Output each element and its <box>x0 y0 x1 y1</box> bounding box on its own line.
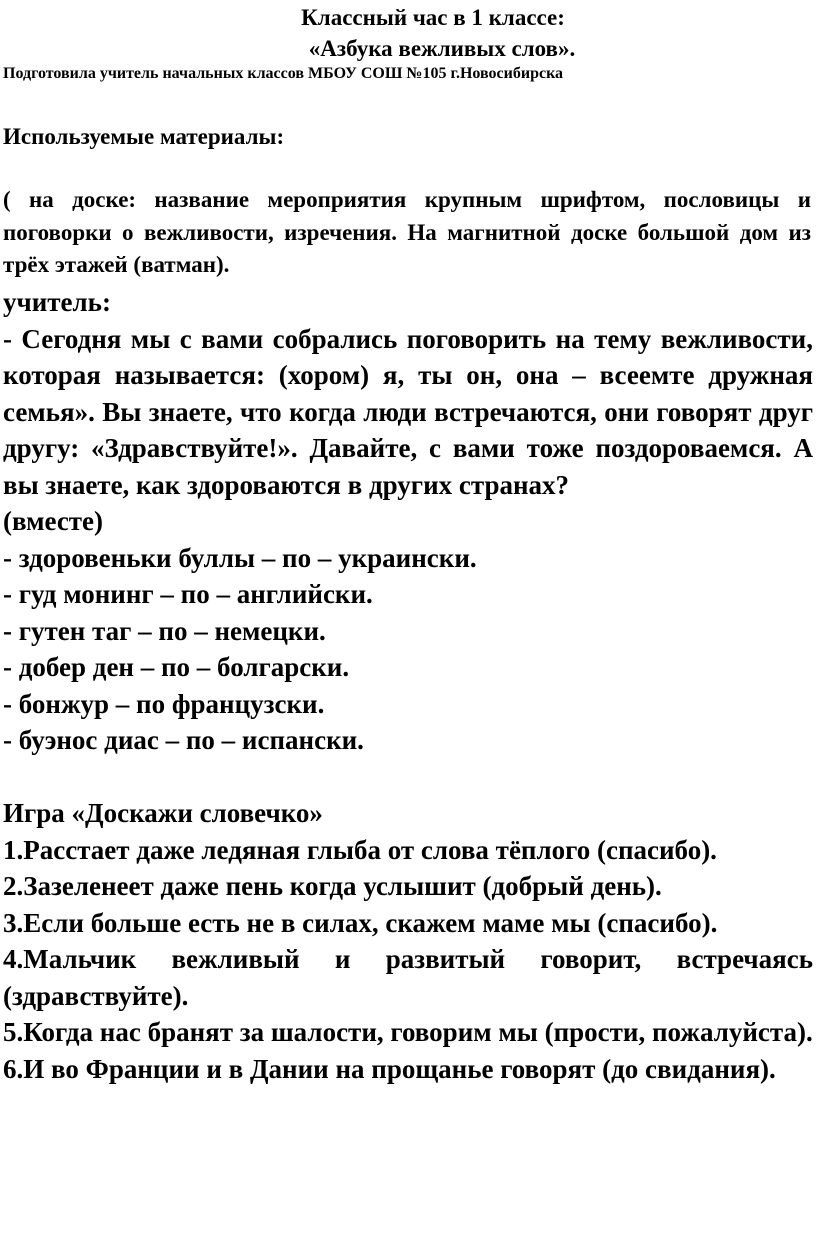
greeting-item: - гутен таг – по – немецки. <box>3 615 326 646</box>
game-item: 1.Расстает даже ледяная глыба от слова тёплого (спасибо). <box>3 834 717 865</box>
game-item: 4.Мальчик вежливый и развитый говорит, встречаясь (здравствуйте). <box>3 944 813 1011</box>
greeting-item: - здоровеньки буллы – по – украински. <box>3 542 477 573</box>
game-item: 3.Если больше есть не в силах, скажем маме мы (спасибо). <box>3 907 718 938</box>
greeting-item: - бонжур – по французски. <box>3 688 325 719</box>
greetings-together: (вместе) <box>3 506 104 536</box>
game-item: 5.Когда нас бранят за шалости, говорим мы (прости, пожалуйста). <box>3 1017 813 1047</box>
greeting-item: - гуд монинг – по – английски. <box>3 579 373 609</box>
section-spacer <box>3 759 813 796</box>
materials-heading: Используемые материалы: <box>3 124 285 149</box>
document-title-line-2: «Азбука вежливых слов». <box>308 36 576 61</box>
materials-text: ( на доске: название мероприятия крупным шрифтом, пословицы и поговорки о вежливости, изречения. На магнитной доске большой дом из трёх этажей (ватман). <box>3 187 811 277</box>
game-item: 6.И во Франции и в Дании на прощанье говорят (до свидания). <box>3 1053 776 1084</box>
teacher-label: учитель: <box>3 287 111 317</box>
author-line: Подготовила учитель начальных классов МБОУ СОШ №105 г.Новосибирска <box>3 65 564 82</box>
greeting-item: - буэнос диас – по – испански. <box>3 725 364 755</box>
greeting-item: - добер ден – по – болгарски. <box>3 652 350 682</box>
game-title: Игра «Доскажи словечко» <box>3 798 323 828</box>
document-title-line-1: Классный час в 1 классе: <box>301 5 565 30</box>
game-item: 2.Зазеленеет даже пень когда услышит (добрый день). <box>3 871 662 901</box>
teacher-speech: - Сегодня мы с вами собрались поговорить на тему вежливости, которая называется: (хором) я, ты он, она – всеемте дружная семья». Вы знаете, что когда люди встречаются, они говорят друг другу: «Здравствуйте!». Давайте, с вами тоже поздороваемся. А вы знаете, как здороваются в других странах? <box>3 323 813 500</box>
main-content <box>3 284 813 1087</box>
